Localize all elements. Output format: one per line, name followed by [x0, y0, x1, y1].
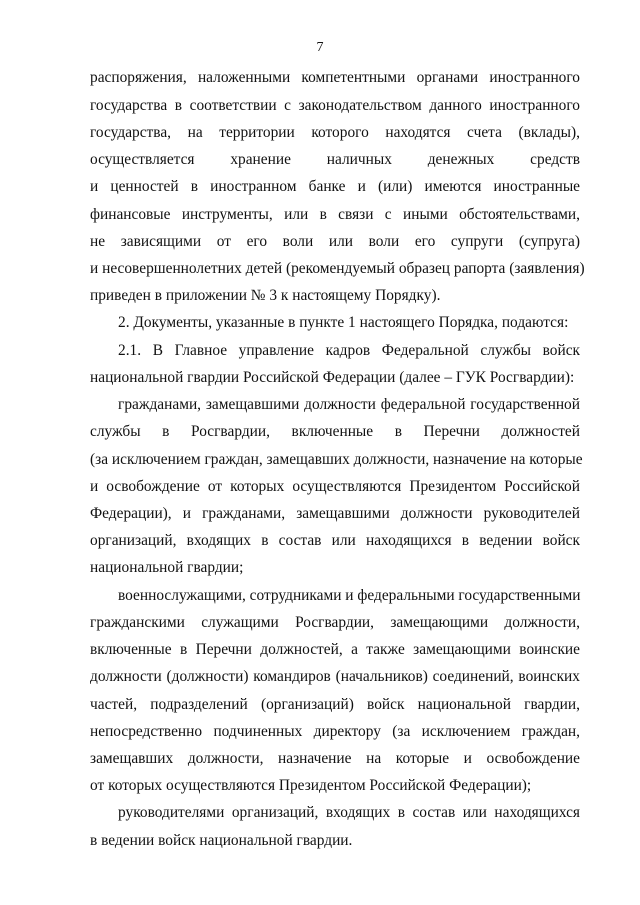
text-line: руководителями организаций, входящих в состав или находящихся: [118, 804, 580, 821]
text-line: организаций, входящих в состав или находящихся в ведении войск: [90, 532, 580, 549]
text-line: и ценностей в иностранном банке и (или) имеются иностранные: [90, 178, 580, 195]
text-line: национальной гвардии;: [90, 559, 244, 576]
text-line: не зависящими от его воли или воли его супруги (супруга): [90, 233, 580, 250]
text-line: гражданскими служащими Росгвардии, замещающими должности,: [90, 614, 580, 631]
text-line: гражданами, замещавшими должности федеральной государственной: [118, 396, 580, 413]
text-line: финансовые инструменты, или в связи с иными обстоятельствами,: [90, 206, 580, 223]
text-line: 2. Документы, указанные в пункте 1 настоящего Порядка, подаются:: [118, 314, 569, 331]
text-line: государства, на территории которого находятся счета (вклады),: [90, 124, 580, 141]
text-line: (за исключением граждан, замещавших должности, назначение на которые: [90, 451, 583, 468]
text-line: включенные в Перечни должностей, а также замещающими воинские: [90, 641, 580, 658]
text-line: и освобождение от которых осуществляются Президентом Российской: [90, 478, 580, 495]
text-line: замещавших должности, назначение на которые и освобождение: [90, 750, 580, 767]
text-line: 2.1. В Главное управление кадров Федеральной службы войск: [118, 342, 580, 359]
text-line: от которых осуществляются Президентом Российской Федерации);: [90, 777, 532, 794]
page-number: 7: [316, 40, 324, 55]
text-line: службы в Росгвардии, включенные в Перечни должностей: [90, 423, 580, 440]
text-line: в ведении войск национальной гвардии.: [90, 832, 353, 849]
text-line: военнослужащими, сотрудниками и федеральными государственными: [118, 587, 581, 604]
text-line: национальной гвардии Российской Федерации (далее – ГУК Росгвардии):: [90, 369, 575, 386]
text-line: приведен в приложении № 3 к настоящему Порядку).: [90, 287, 441, 304]
text-line: и несовершеннолетних детей (рекомендуемый образец рапорта (заявления): [90, 260, 585, 277]
text-line: Федерации), и гражданами, замещавшими должности руководителей: [90, 505, 580, 522]
text-line: осуществляется хранение наличных денежных средств: [90, 151, 580, 168]
text-line: распоряжения, наложенными компетентными органами иностранного: [90, 69, 580, 86]
text-line: непосредственно подчиненных директору (за исключением граждан,: [90, 723, 580, 740]
text-line: государства в соответствии с законодательством данного иностранного: [90, 97, 580, 114]
text-line: должности (должности) командиров (начальников) соединений, воинских: [90, 668, 580, 685]
text-line: частей, подразделений (организаций) войск национальной гвардии,: [90, 696, 580, 713]
